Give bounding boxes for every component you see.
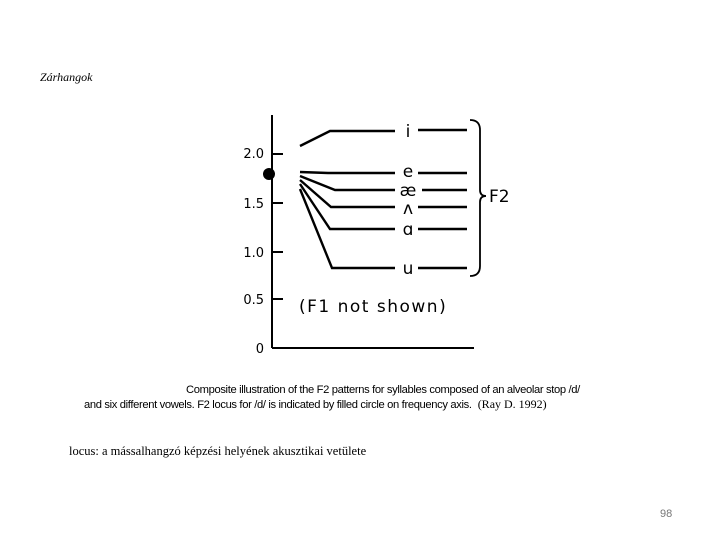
vowel-label: æ — [399, 181, 417, 201]
vowel-label: i — [405, 122, 411, 142]
locus-dot — [263, 168, 275, 180]
formant-ae — [300, 176, 467, 190]
y-tick-label: 1.5 — [243, 197, 264, 212]
locus-definition: locus: a mássalhangzó képzési helyének akusztikai vetülete — [69, 444, 367, 458]
y-tick-label: 0.5 — [243, 293, 264, 308]
formant-i — [300, 130, 467, 146]
formant-wedge — [300, 180, 467, 207]
slide-title: Zárhangok — [40, 70, 93, 84]
vowel-label: u — [402, 259, 414, 279]
caption-line-2 — [84, 397, 644, 412]
formant-e — [300, 172, 467, 173]
vowel-label: ɑ — [402, 220, 414, 240]
citation: (Ray D. 1992) — [477, 397, 547, 411]
page-number: 98 — [660, 508, 673, 520]
vowel-label: e — [402, 162, 414, 182]
y-tick-label: 2.0 — [243, 147, 264, 162]
figure-caption — [84, 383, 644, 412]
caption-line-1: Composite illustration of the F2 patterns for syllables composed of an alveolar stop /d/ — [186, 384, 580, 396]
vowel-label: ʌ — [402, 199, 414, 219]
f1-annotation: (F1 not shown) — [299, 297, 448, 317]
y-tick-label: 0 — [255, 342, 264, 357]
bracket-label: F2 — [489, 187, 510, 207]
caption-line-2-text: and six different vowels. F2 locus for /d/ is indicated by filled circle on frequency axis. — [84, 399, 472, 411]
y-tick-label: 1.0 — [243, 246, 264, 261]
f2-bracket — [470, 120, 486, 276]
